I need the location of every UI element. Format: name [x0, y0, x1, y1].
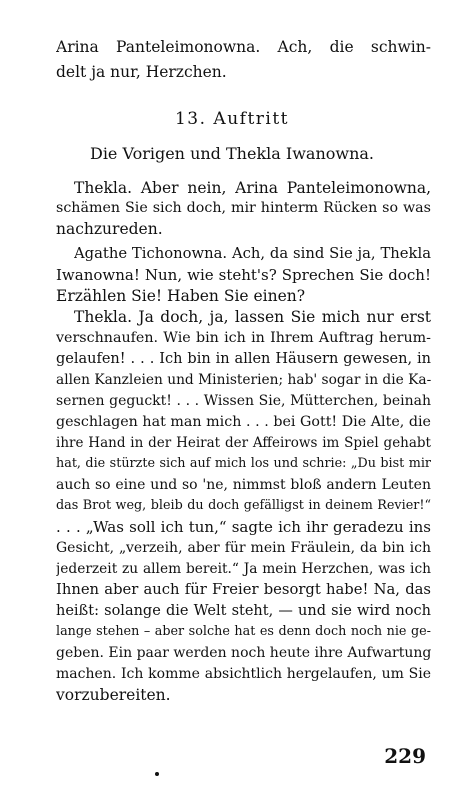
text-line: sernen geguckt! . . . Wissen Sie, Mütterchen, beinah: [56, 393, 431, 409]
page-number: 229: [384, 744, 426, 768]
text-line: geschlagen hat man mich . . . bei Gott! Die Alte, die: [56, 414, 431, 430]
text-line: Gesicht, „verzeih, aber für mein Fräulein, da bin ich: [56, 540, 431, 556]
text-line: geben. Ein paar werden noch heute ihre Aufwartung: [56, 645, 431, 661]
text-line: Thekla. Ja doch, ja, lassen Sie mich nur erst: [74, 308, 431, 326]
text-line: gelaufen! . . . Ich bin in allen Häusern gewesen, in: [56, 351, 431, 367]
text-line: nachzureden.: [56, 220, 163, 238]
text-line: ihre Hand in der Heirat der Affeirows im Spiel gehabt: [56, 435, 431, 451]
text-line: verschnaufen. Wie bin ich in Ihrem Auftrag herum-: [56, 330, 431, 346]
printer-mark: [155, 772, 159, 776]
text-line: Agathe Tichonowna. Ach, da sind Sie ja, Thekla: [74, 245, 431, 262]
text-line: lange stehen – aber solche hat es denn doch noch nie ge-: [56, 624, 431, 639]
text-line: Arina Panteleimonowna. Ach, die schwin-: [56, 38, 431, 56]
text-line: heißt: solange die Welt steht, — und sie wird noch: [56, 603, 431, 619]
text-line: Iwanowna! Nun, wie steht's? Sprechen Sie doch!: [56, 266, 431, 284]
text-line: schämen Sie sich doch, mir hinterm Rücken so was: [56, 200, 431, 216]
text-line: Thekla. Aber nein, Arina Panteleimonowna,: [74, 179, 431, 197]
text-line: machen. Ich komme absichtlich hergelaufen, um Sie: [56, 666, 431, 682]
text-line: Erzählen Sie! Haben Sie einen?: [56, 287, 306, 305]
text-line: das Brot weg, bleib du doch gefälligst in deinem Revier!“: [56, 498, 431, 513]
text-line: delt ja nur, Herzchen.: [56, 63, 227, 81]
text-line: allen Kanzleien und Ministerien; hab' sogar in die Ka-: [56, 372, 431, 388]
scene-subtitle: Die Vorigen und Thekla Iwanowna.: [89, 144, 375, 163]
text-line: auch so eine und so 'ne, nimmst bloß andern Leuten: [56, 477, 431, 493]
scene-title: 13. Auftritt: [174, 109, 289, 129]
text-line: vorzubereiten.: [56, 686, 171, 704]
text-line: jederzeit zu allem bereit.“ Ja mein Herzchen, was ich: [56, 561, 431, 577]
text-line: Ihnen aber auch für Freier besorgt habe! Na, das: [56, 581, 431, 598]
text-line: hat, die stürzte sich auf mich los und schrie: „Du bist mir: [56, 456, 431, 471]
text-line: . . . „Was soll ich tun,“ sagte ich ihr geradezu ins: [56, 518, 431, 536]
